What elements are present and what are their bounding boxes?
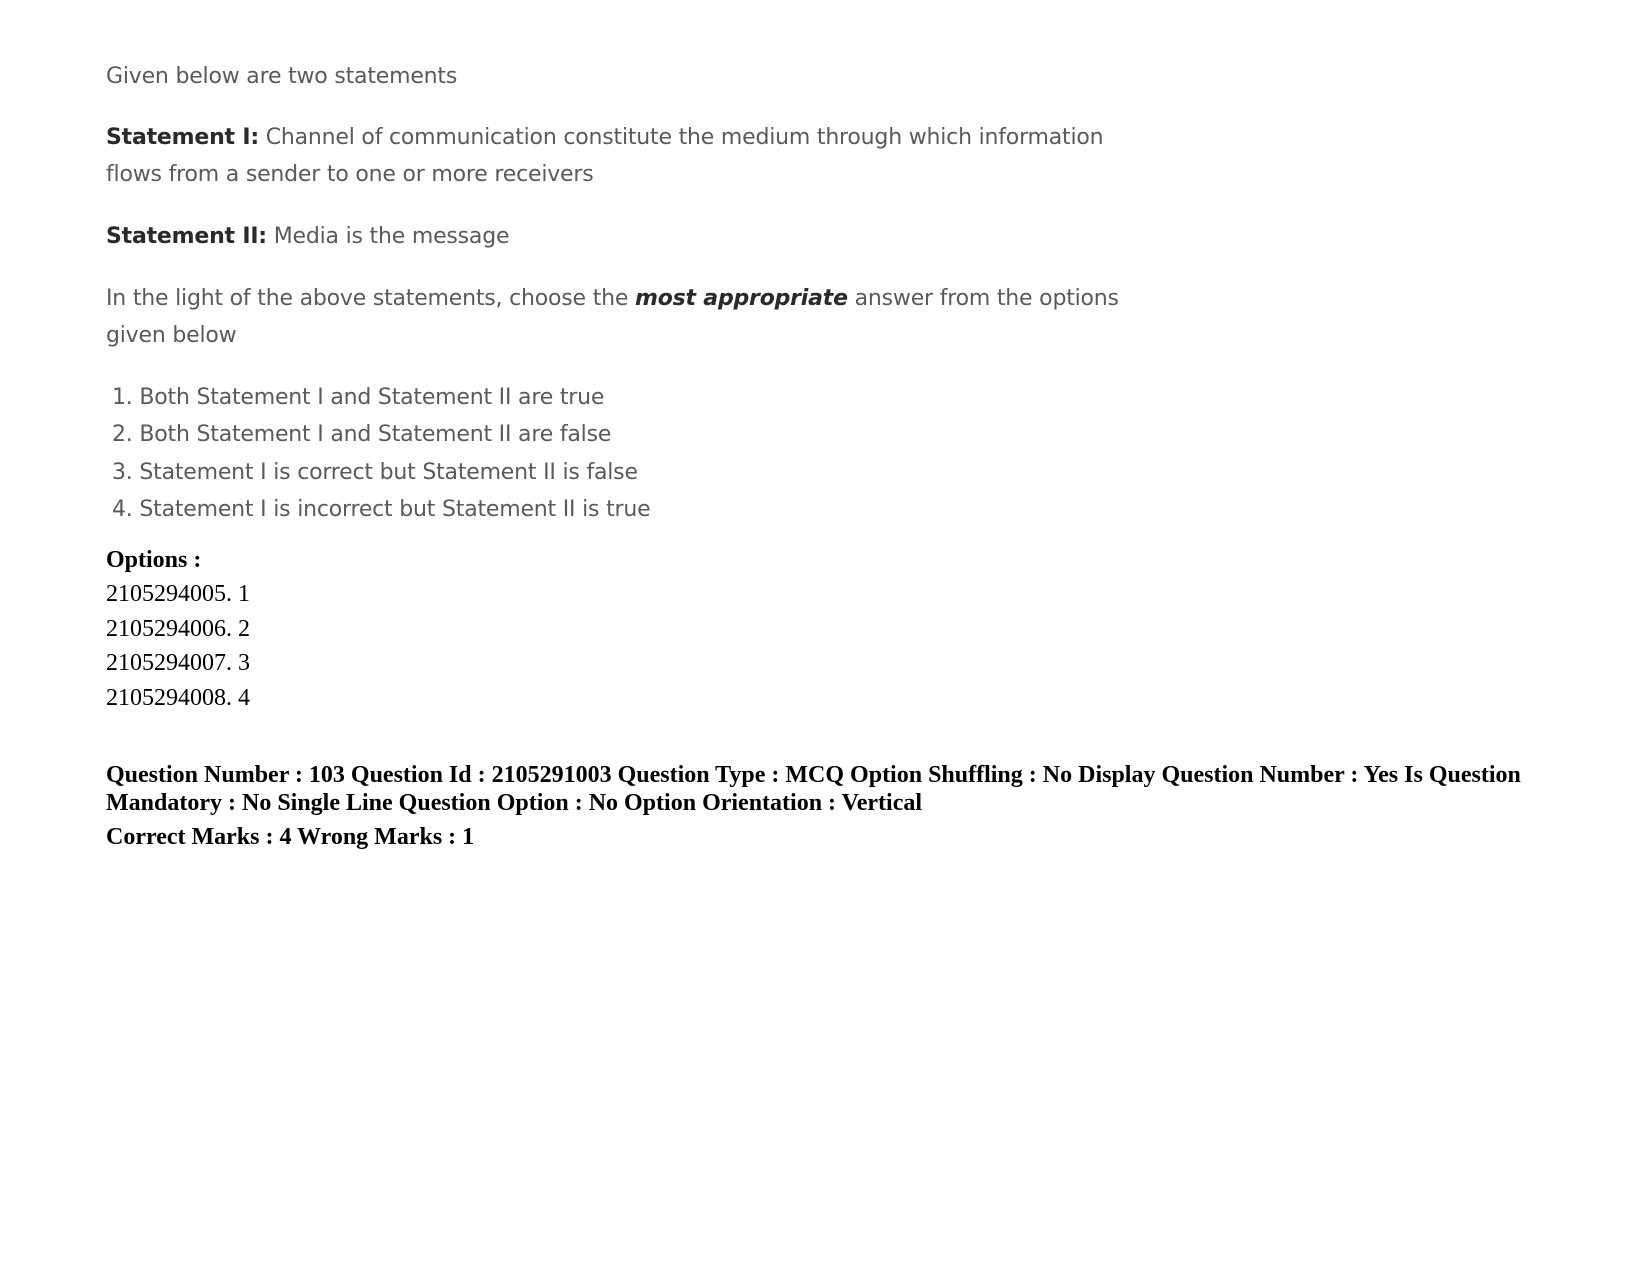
statement-2: [106, 218, 509, 256]
statement-1-text: Channel of communication constitute the medium through which information: [265, 125, 1104, 150]
options-heading: Options :: [106, 547, 202, 573]
option-row-1: 2105294005. 1: [106, 581, 250, 607]
instruction-line-1: [106, 280, 1119, 318]
choice-item-2: 2. Both Statement I and Statement II are false: [112, 422, 612, 447]
question-intro: Given below are two statements: [106, 64, 458, 89]
choice-item-1: 1. Both Statement I and Statement II are true: [112, 385, 605, 410]
marks-info: Correct Marks : 4 Wrong Marks : 1: [106, 824, 475, 850]
choice-item-3: 3. Statement I is correct but Statement II is false: [112, 460, 638, 485]
option-row-4: 2105294008. 4: [106, 685, 250, 711]
instruction-pre: In the light of the above statements, choose the: [106, 286, 635, 311]
option-row-3: 2105294007. 3: [106, 650, 250, 676]
option-row-2: 2105294006. 2: [106, 616, 250, 642]
statement-1-label: Statement I:: [106, 125, 259, 150]
instruction-line-2: given below: [106, 323, 237, 348]
statement-1-line-1: [106, 119, 1103, 157]
instruction-emphasis: most appropriate: [635, 286, 848, 311]
statement-2-label: Statement II:: [106, 224, 267, 249]
statement-2-text: Media is the message: [273, 224, 510, 249]
question-metadata: Question Number : 103 Question Id : 2105291003 Question Type : MCQ Option Shuffling : No Display Question Number : Yes Is Question Mandatory : No Single Line Question Option : No Option Orientation : Vertical: [106, 762, 1521, 816]
instruction-post: answer from the options: [847, 286, 1119, 311]
choice-item-4: 4. Statement I is incorrect but Statement II is true: [112, 497, 651, 522]
statement-1-line-2: flows from a sender to one or more receivers: [106, 162, 594, 187]
